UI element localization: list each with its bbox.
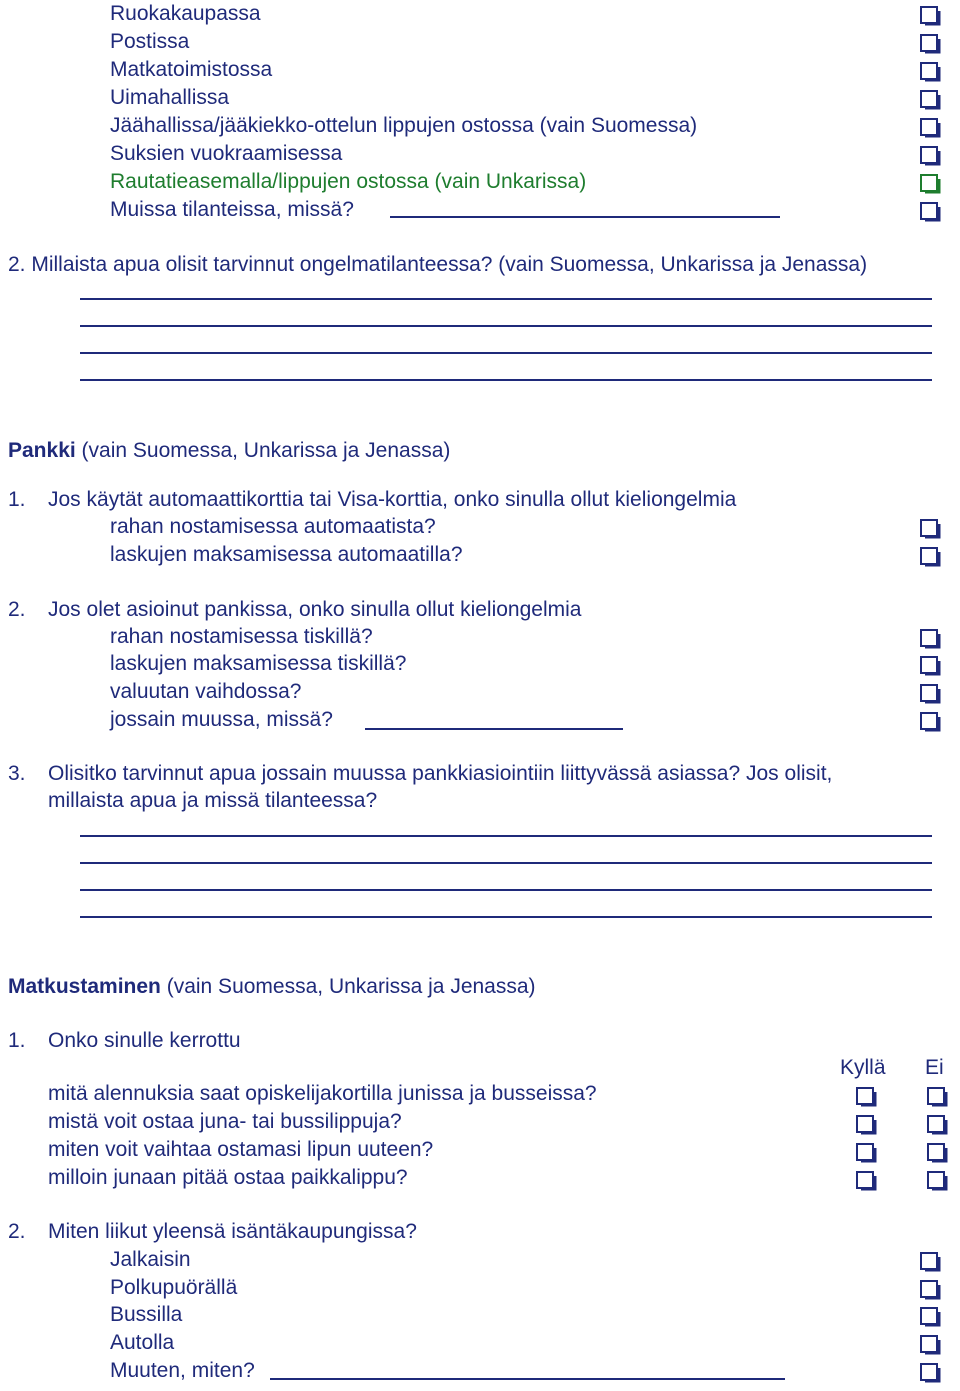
option-postissa: Postissa bbox=[110, 30, 190, 53]
option-muissa-tilanteissa: Muissa tilanteissa, missä? bbox=[110, 198, 354, 221]
bank-q3-line1: Olisitko tarvinnut apua jossain muussa pankkiasiointiin liittyvässä asiassa? Jos olisit, bbox=[48, 762, 833, 785]
checkbox-icon[interactable] bbox=[856, 1115, 880, 1139]
travel-other-blank[interactable] bbox=[270, 1378, 785, 1380]
option-jaahallissa: Jäähallissa/jääkiekko-ottelun lippujen ostossa (vain Suomessa) bbox=[110, 114, 698, 137]
checkbox-icon[interactable] bbox=[920, 547, 944, 571]
option-suksien-vuokraus: Suksien vuokraamisessa bbox=[110, 142, 343, 165]
travel-q2-option: Autolla bbox=[110, 1331, 175, 1354]
checkbox-icon[interactable] bbox=[920, 146, 944, 170]
question-help-needed: 2. Millaista apua olisit tarvinnut ongelmatilanteessa? (vain Suomessa, Unkarissa ja Jenassa) bbox=[8, 253, 868, 276]
checkbox-icon[interactable] bbox=[920, 519, 944, 543]
answer-line[interactable] bbox=[80, 862, 932, 864]
option-ruokakaupassa: Ruokakaupassa bbox=[110, 2, 261, 25]
checkbox-icon[interactable] bbox=[920, 6, 944, 30]
checkbox-icon[interactable] bbox=[856, 1143, 880, 1167]
checkbox-icon[interactable] bbox=[920, 629, 944, 653]
travel-q1-item: miten voit vaihtaa ostamasi lipun uuteen? bbox=[48, 1138, 434, 1161]
checkbox-icon[interactable] bbox=[920, 34, 944, 58]
other-situation-blank[interactable] bbox=[390, 216, 780, 218]
bank-q3-line2: millaista apua ja missä tilanteessa? bbox=[48, 789, 378, 812]
travel-q2-option: Bussilla bbox=[110, 1303, 183, 1326]
checkbox-icon[interactable] bbox=[856, 1171, 880, 1195]
section-heading-travel-bold: Matkustaminen bbox=[8, 975, 161, 998]
checkbox-icon[interactable] bbox=[920, 202, 944, 226]
checkbox-icon[interactable] bbox=[920, 90, 944, 114]
bank-q1-option: laskujen maksamisessa automaatilla? bbox=[110, 543, 463, 566]
travel-q1-text: Onko sinulle kerrottu bbox=[48, 1029, 241, 1052]
checkbox-icon[interactable] bbox=[920, 1280, 944, 1304]
travel-q2-option: Muuten, miten? bbox=[110, 1359, 255, 1382]
checkbox-icon[interactable] bbox=[920, 62, 944, 86]
checkbox-icon[interactable] bbox=[920, 712, 944, 736]
travel-q2-number: 2. bbox=[8, 1220, 26, 1243]
answer-line[interactable] bbox=[80, 916, 932, 918]
bank-q1-option: rahan nostamisessa automaatista? bbox=[110, 515, 436, 538]
checkbox-icon[interactable] bbox=[920, 1363, 944, 1387]
travel-q1-item: milloin junaan pitää ostaa paikkalippu? bbox=[48, 1166, 408, 1189]
bank-other-blank[interactable] bbox=[365, 728, 623, 730]
checkbox-icon[interactable] bbox=[927, 1087, 951, 1111]
answer-line[interactable] bbox=[80, 835, 932, 837]
bank-q3-number: 3. bbox=[8, 762, 26, 785]
option-uimahallissa: Uimahallissa bbox=[110, 86, 230, 109]
answer-line[interactable] bbox=[80, 352, 932, 354]
bank-q2-option: rahan nostamisessa tiskillä? bbox=[110, 625, 373, 648]
travel-q1-number: 1. bbox=[8, 1029, 26, 1052]
bank-q2-option: jossain muussa, missä? bbox=[110, 708, 333, 731]
answer-line[interactable] bbox=[80, 325, 932, 327]
checkbox-icon[interactable] bbox=[927, 1115, 951, 1139]
column-header-yes: Kyllä bbox=[840, 1056, 886, 1079]
bank-q2-option: valuutan vaihdossa? bbox=[110, 680, 302, 703]
bank-q2-option: laskujen maksamisessa tiskillä? bbox=[110, 652, 407, 675]
travel-q1-item: mitä alennuksia saat opiskelijakortilla junissa ja busseissa? bbox=[48, 1082, 597, 1105]
checkbox-icon[interactable] bbox=[927, 1143, 951, 1167]
bank-q1-number: 1. bbox=[8, 488, 26, 511]
checkbox-icon[interactable] bbox=[920, 174, 944, 198]
answer-line[interactable] bbox=[80, 889, 932, 891]
travel-q2-text: Miten liikut yleensä isäntäkaupungissa? bbox=[48, 1220, 417, 1243]
checkbox-icon[interactable] bbox=[920, 684, 944, 708]
answer-line[interactable] bbox=[80, 379, 932, 381]
bank-q2-number: 2. bbox=[8, 598, 26, 621]
checkbox-icon[interactable] bbox=[920, 1307, 944, 1331]
answer-line[interactable] bbox=[80, 298, 932, 300]
option-matkatoimistossa: Matkatoimistossa bbox=[110, 58, 273, 81]
checkbox-icon[interactable] bbox=[927, 1171, 951, 1195]
section-heading-travel bbox=[8, 973, 536, 1001]
section-heading-bank-bold: Pankki bbox=[8, 439, 76, 462]
checkbox-icon[interactable] bbox=[920, 1252, 944, 1276]
checkbox-icon[interactable] bbox=[856, 1087, 880, 1111]
checkbox-icon[interactable] bbox=[920, 656, 944, 680]
travel-q1-item: mistä voit ostaa juna- tai bussilippuja? bbox=[48, 1110, 402, 1133]
checkbox-icon[interactable] bbox=[920, 118, 944, 142]
bank-q1-text: Jos käytät automaattikorttia tai Visa-korttia, onko sinulla ollut kieliongelmia bbox=[48, 488, 737, 511]
checkbox-icon[interactable] bbox=[920, 1335, 944, 1359]
column-header-no: Ei bbox=[925, 1056, 944, 1079]
travel-q2-option: Jalkaisin bbox=[110, 1248, 191, 1271]
travel-q2-option: Polkupuörällä bbox=[110, 1276, 238, 1299]
bank-q2-text: Jos olet asioinut pankissa, onko sinulla ollut kieliongelmia bbox=[48, 598, 582, 621]
section-heading-bank-rest: (vain Suomessa, Unkarissa ja Jenassa) bbox=[75, 439, 451, 462]
option-rautatieasema: Rautatieasemalla/lippujen ostossa (vain Unkarissa) bbox=[110, 170, 587, 193]
section-heading-travel-rest: (vain Suomessa, Unkarissa ja Jenassa) bbox=[160, 975, 536, 998]
section-heading-bank bbox=[8, 437, 450, 465]
